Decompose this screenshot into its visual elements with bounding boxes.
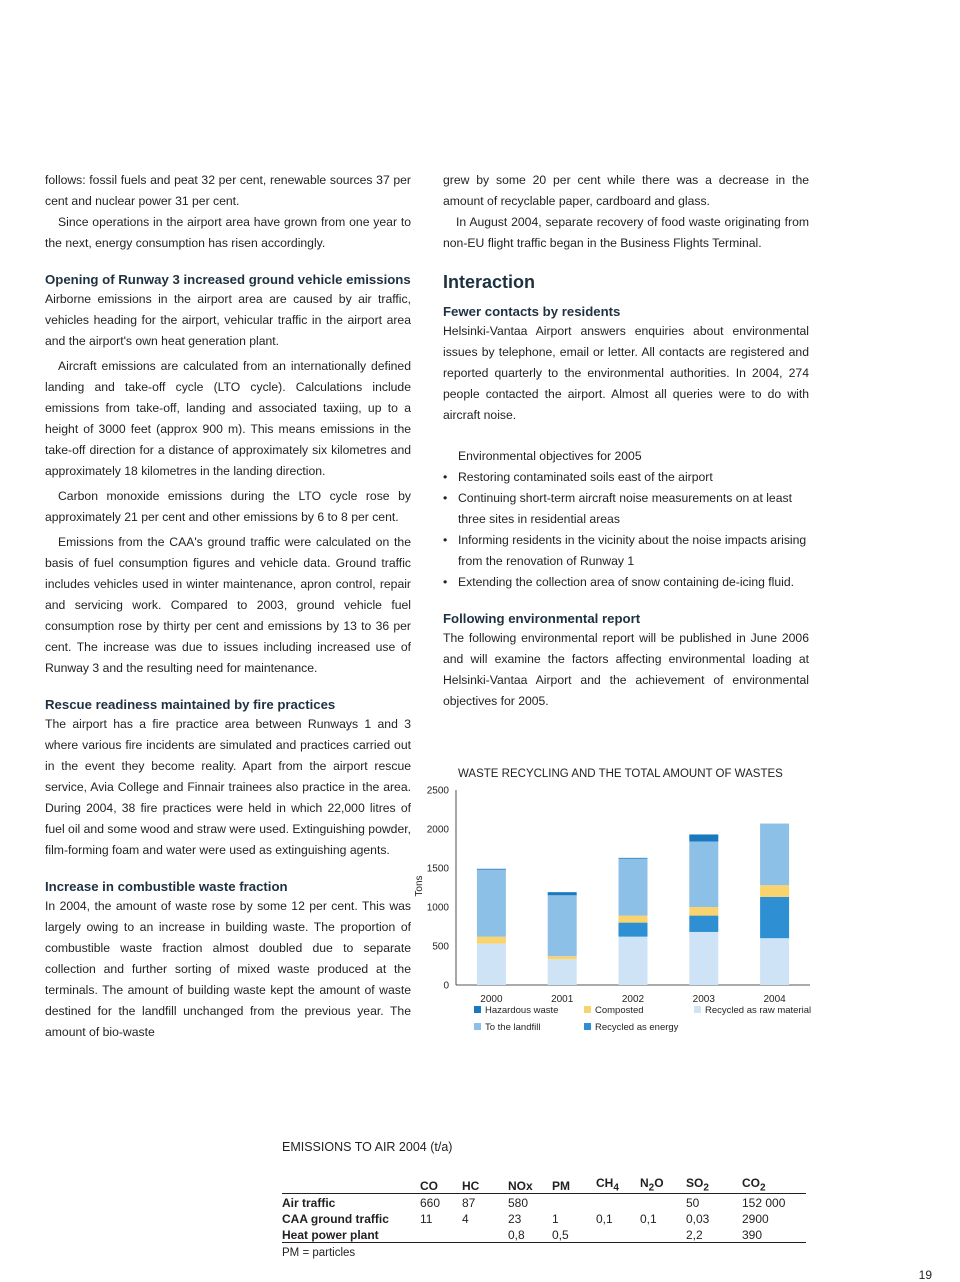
chart-bar-segment bbox=[689, 834, 718, 841]
chart-y-tick-label: 2000 bbox=[426, 824, 449, 836]
table-row: CAA ground traffic 11 4 23 1 0,1 0,1 0,03 2900 bbox=[282, 1212, 769, 1227]
chart-legend bbox=[474, 1005, 811, 1033]
chart-bar-segment bbox=[619, 937, 648, 985]
paragraph: grew by some 20 per cent while there was a decrease in the amount of recyclable paper, cardboard and glass. bbox=[443, 173, 809, 208]
paragraph: follows: fossil fuels and peat 32 per cent, renewable sources 37 per cent and nuclear power 31 per cent. bbox=[45, 173, 411, 208]
chart-bar-segment bbox=[619, 858, 648, 859]
chart-y-tick-label: 1000 bbox=[426, 902, 449, 914]
heading-waste: Increase in combustible waste fraction bbox=[45, 879, 288, 894]
chart-bar-segment bbox=[548, 959, 577, 985]
table-row: Heat power plant 0,8 0,5 2,2 390 bbox=[282, 1226, 806, 1243]
legend-label: To the landfill bbox=[485, 1022, 541, 1033]
col-so2: $SO_2$ bbox=[686, 1176, 709, 1194]
chart-bar-segment bbox=[477, 937, 506, 944]
page-number: 19 bbox=[918, 1268, 932, 1282]
col-nox: NOx bbox=[508, 1179, 533, 1194]
chart-bar-segment bbox=[548, 895, 577, 956]
chart-bar-segment bbox=[477, 870, 506, 937]
chart-x-tick-label: 2000 bbox=[480, 994, 503, 1005]
chart-bar-segment bbox=[760, 824, 789, 886]
heading-contacts: Fewer contacts by residents bbox=[443, 304, 621, 319]
chart-bar-segment bbox=[477, 944, 506, 985]
paragraph: Since operations in the airport area have grown from one year to the next, energy consumption has risen accordingly. bbox=[45, 215, 411, 250]
legend-swatch bbox=[584, 1006, 591, 1013]
legend-swatch bbox=[694, 1006, 701, 1013]
chart-bar-segment bbox=[760, 885, 789, 897]
chart-bar-segment bbox=[689, 916, 718, 932]
legend-label: Composted bbox=[595, 1005, 644, 1016]
chart-ylabel: Tons bbox=[414, 875, 425, 897]
col-co: CO bbox=[420, 1179, 438, 1194]
chart-bar-segment bbox=[689, 907, 718, 916]
col-hc: HC bbox=[462, 1179, 480, 1194]
chart-x-tick-label: 2004 bbox=[763, 994, 786, 1005]
col-pm: PM bbox=[552, 1179, 570, 1194]
heading-runway: Opening of Runway 3 increased ground vehicle emissions bbox=[45, 272, 411, 287]
emissions-section bbox=[282, 1140, 812, 1259]
chart-bar-segment bbox=[619, 923, 648, 937]
paragraph: In August 2004, separate recovery of food waste originating from non-EU flight traffic began in the Business Flights Terminal. bbox=[443, 215, 809, 250]
heading-report: Following environmental report bbox=[443, 611, 641, 626]
chart-y-tick-label: 1500 bbox=[426, 863, 449, 875]
legend-label: Recycled as raw material bbox=[705, 1005, 812, 1016]
col-co2: $CO_2$ bbox=[742, 1176, 766, 1194]
chart-bar-segment bbox=[760, 897, 789, 938]
list-item: • Extending the collection area of snow containing de-icing fluid. bbox=[443, 572, 809, 593]
legend-label: Hazardous waste bbox=[485, 1005, 559, 1016]
list-item: • Continuing short-term aircraft noise measurements on at least three sites in residential areas bbox=[443, 488, 809, 530]
col-ch4: $CH_4$ bbox=[596, 1176, 619, 1194]
chart-y-tick-label: 0 bbox=[443, 980, 449, 992]
chart-bar-segment bbox=[477, 869, 506, 870]
paragraph: Carbon monoxide emissions during the LTO cycle rose by approximately 21 per cent and other emissions by 6 to 8 per cent. bbox=[45, 489, 411, 524]
objectives-list bbox=[443, 467, 809, 593]
list-item: • Restoring contaminated soils east of the airport bbox=[443, 467, 809, 488]
table-row: Air traffic 660 87 580 50 152 000 bbox=[282, 1194, 806, 1211]
heading-interaction: Interaction bbox=[443, 272, 536, 292]
legend-swatch bbox=[584, 1023, 591, 1030]
paragraph: The airport has a fire practice area between Runways 1 and 3 where various fire incidents are simulated and practices carried out in the event they become reality. Apart from the airport rescue service, Avia College and Finnair trainees also practice in the area. During 2004, 38 fire practices were held in which 22,000 litres of fuel oil and some wood and straw were used. Extinguishing powder, film-forming foam and water were used as extinguishing agents. bbox=[45, 717, 411, 857]
chart-bars bbox=[477, 824, 789, 985]
left-column bbox=[45, 170, 411, 1043]
waste-chart bbox=[410, 755, 820, 1055]
legend-label: Recycled as energy bbox=[595, 1022, 679, 1033]
paragraph: Helsinki-Vantaa Airport answers enquiries about environmental issues by telephone, email or letter. All contacts are registered and reported quarterly to the environmental authorities. In 2004, 274 people contacted the airport. Almost all queries were to do with aircraft noise. bbox=[443, 324, 809, 422]
emissions-table bbox=[282, 1176, 806, 1243]
right-column bbox=[443, 170, 809, 712]
chart-bar-segment bbox=[548, 956, 577, 959]
emissions-title: EMISSIONS TO AIR 2004 (t/a) bbox=[282, 1140, 453, 1154]
chart-bar-segment bbox=[689, 841, 718, 907]
chart-y-tick-label: 2500 bbox=[426, 785, 449, 797]
chart-title: WASTE RECYCLING AND THE TOTAL AMOUNT OF WASTES bbox=[458, 768, 783, 780]
paragraph: In 2004, the amount of waste rose by some 12 per cent. This was largely owing to an increase in building waste. The proportion of combustible waste fraction almost doubled due to separate collection and further sorting of mixed waste produced at the terminals. The amount of building waste kept the amount of waste destined for the landfill unchanged from the previous year. The amount of bio-waste bbox=[45, 899, 411, 1039]
emissions-note: PM = particles bbox=[282, 1247, 356, 1260]
waste-chart-svg bbox=[410, 755, 820, 1055]
paragraph: Aircraft emissions are calculated from an internationally defined landing and take-off cycle (LTO cycle). Calculations include emissions from take-off, landing and associated taxiing, up to a height of 3000 feet (approx 900 m). This means emissions in the take-off direction for a distance of approximately six kilometres and approximately 18 kilometres in the landing direction. bbox=[45, 359, 411, 478]
objectives-title: Environmental objectives for 2005 bbox=[458, 449, 642, 463]
table-header-row bbox=[282, 1176, 806, 1194]
col-n2o: $N_2O$ bbox=[640, 1176, 664, 1194]
heading-rescue: Rescue readiness maintained by fire practices bbox=[45, 697, 336, 712]
chart-bar-segment bbox=[548, 892, 577, 895]
legend-swatch bbox=[474, 1023, 481, 1030]
list-item: • Informing residents in the vicinity about the noise impacts arising from the renovation of Runway 1 bbox=[443, 530, 809, 572]
legend-swatch bbox=[474, 1006, 481, 1013]
paragraph: The following environmental report will be published in June 2006 and will examine the factors affecting environmental loading at Helsinki-Vantaa Airport and the achievement of environmental objectives for 2005. bbox=[443, 631, 809, 708]
chart-x-tick-label: 2001 bbox=[551, 994, 574, 1005]
paragraph: Emissions from the CAA's ground traffic were calculated on the basis of fuel consumption figures and vehicle data. Ground traffic includes vehicles used in winter maintenance, apron control, repair and servicing work. Compared to 2003, ground vehicle fuel consumption rose by thirty per cent and emissions by 13 to 36 per cent. The increase was due to issues including increased use of Runway 3 and the resulting need for maintenance. bbox=[45, 535, 411, 675]
chart-y-tick-label: 500 bbox=[432, 941, 449, 953]
chart-bar-segment bbox=[619, 859, 648, 916]
chart-bar-segment bbox=[760, 938, 789, 985]
chart-bar-segment bbox=[619, 916, 648, 923]
chart-x-tick-label: 2003 bbox=[692, 994, 715, 1005]
paragraph: Airborne emissions in the airport area are caused by air traffic, vehicles heading for the airport, vehicular traffic in the airport area and the airport's own heat generation plant. bbox=[45, 292, 411, 348]
chart-bar-segment bbox=[689, 932, 718, 985]
chart-x-tick-label: 2002 bbox=[621, 994, 645, 1005]
